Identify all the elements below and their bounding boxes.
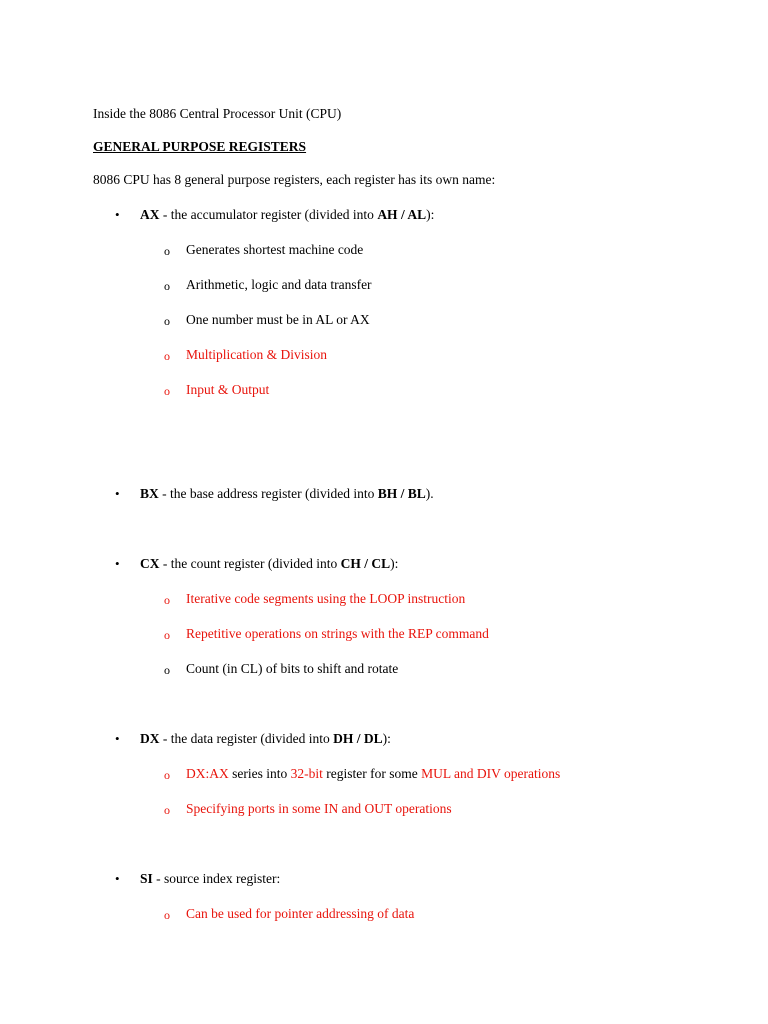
bullet-icon: • xyxy=(115,871,120,886)
register-end: ): xyxy=(390,556,399,571)
register-parts: DH / DL xyxy=(333,731,383,746)
bullet-icon: • xyxy=(115,486,120,501)
register-end: ): xyxy=(382,731,391,746)
sub-bullet-icon: o xyxy=(164,768,170,782)
bx-register-line xyxy=(140,486,434,502)
list-item: Can be used for pointer addressing of data xyxy=(186,906,415,921)
register-desc: - the data register (divided into xyxy=(159,731,334,746)
register-parts: AH / AL xyxy=(377,207,427,222)
register-name: DX xyxy=(140,731,160,746)
si-register-line xyxy=(140,871,280,887)
register-end: ). xyxy=(425,486,434,501)
sub-bullet-icon: o xyxy=(164,628,170,642)
intro-text: 8086 CPU has 8 general purpose registers, each register has its own name: xyxy=(93,172,496,187)
register-desc: - the accumulator register (divided into xyxy=(159,207,378,222)
text-segment: register for some xyxy=(322,766,422,781)
register-parts: CH / CL xyxy=(340,556,391,571)
sub-bullet-icon: o xyxy=(164,349,170,363)
list-item: One number must be in AL or AX xyxy=(186,312,370,327)
register-name: SI xyxy=(140,871,153,886)
ax-register-line xyxy=(140,207,434,223)
list-item: Arithmetic, logic and data transfer xyxy=(186,277,372,292)
sub-bullet-icon: o xyxy=(164,593,170,607)
register-desc: - the base address register (divided into xyxy=(158,486,378,501)
text-segment: series into xyxy=(228,766,291,781)
register-name: CX xyxy=(140,556,160,571)
list-item xyxy=(186,766,560,782)
list-item: Generates shortest machine code xyxy=(186,242,364,257)
register-end: ): xyxy=(426,207,435,222)
text-segment: MUL and DIV operations xyxy=(421,766,561,781)
text-segment: DX:AX xyxy=(186,766,229,781)
list-item: Input & Output xyxy=(186,382,270,397)
register-name: AX xyxy=(140,207,160,222)
document-title: Inside the 8086 Central Processor Unit (CPU) xyxy=(93,106,342,121)
sub-bullet-icon: o xyxy=(164,244,170,258)
register-desc: - the count register (divided into xyxy=(159,556,341,571)
sub-bullet-icon: o xyxy=(164,663,170,677)
text-segment: 32-bit xyxy=(290,766,323,781)
register-parts: BH / BL xyxy=(377,486,426,501)
list-item: Repetitive operations on strings with the REP command xyxy=(186,626,489,641)
sub-bullet-icon: o xyxy=(164,279,170,293)
bullet-icon: • xyxy=(115,731,120,746)
sub-bullet-icon: o xyxy=(164,314,170,328)
list-item: Specifying ports in some IN and OUT operations xyxy=(186,801,452,816)
sub-bullet-icon: o xyxy=(164,384,170,398)
sub-bullet-icon: o xyxy=(164,908,170,922)
bullet-icon: • xyxy=(115,556,120,571)
cx-register-line xyxy=(140,556,398,572)
dx-register-line xyxy=(140,731,391,747)
bullet-icon: • xyxy=(115,207,120,222)
list-item: Iterative code segments using the LOOP instruction xyxy=(186,591,466,606)
section-heading: GENERAL PURPOSE REGISTERS xyxy=(93,139,307,154)
register-name: BX xyxy=(140,486,159,501)
list-item: Count (in CL) of bits to shift and rotate xyxy=(186,661,399,676)
register-desc: - source index register: xyxy=(152,871,281,886)
sub-bullet-icon: o xyxy=(164,803,170,817)
list-item: Multiplication & Division xyxy=(186,347,327,362)
